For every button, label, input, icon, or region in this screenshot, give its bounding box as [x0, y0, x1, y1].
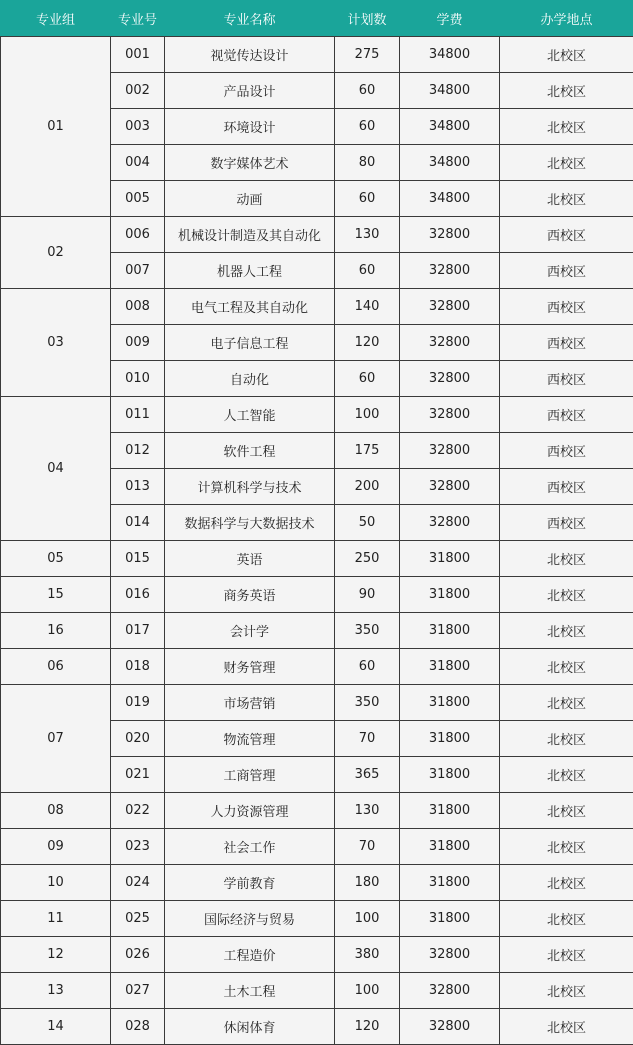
fee-cell: 34800 [400, 109, 500, 145]
plan-cell: 60 [335, 253, 400, 289]
plan-cell: 70 [335, 829, 400, 865]
fee-cell: 31800 [400, 721, 500, 757]
fee-cell: 32800 [400, 217, 500, 253]
campus-cell: 西校区 [500, 325, 633, 361]
fee-cell: 34800 [400, 145, 500, 181]
plan-cell: 380 [335, 937, 400, 973]
group-cell: 14 [1, 1009, 111, 1045]
name-cell: 市场营销 [165, 685, 335, 721]
code-cell: 008 [111, 289, 165, 325]
name-cell: 商务英语 [165, 577, 335, 613]
fee-cell: 31800 [400, 541, 500, 577]
fee-cell: 32800 [400, 325, 500, 361]
name-cell: 工商管理 [165, 757, 335, 793]
table-row [1, 37, 633, 73]
fee-cell: 34800 [400, 181, 500, 217]
code-cell: 014 [111, 505, 165, 541]
table-row [1, 541, 633, 577]
group-cell: 10 [1, 865, 111, 901]
name-cell: 数字媒体艺术 [165, 145, 335, 181]
campus-cell: 北校区 [500, 649, 633, 685]
fee-cell: 31800 [400, 577, 500, 613]
table-row [1, 973, 633, 1009]
code-cell: 007 [111, 253, 165, 289]
name-cell: 休闲体育 [165, 1009, 335, 1045]
code-cell: 025 [111, 901, 165, 937]
fee-cell: 31800 [400, 793, 500, 829]
table-row [1, 649, 633, 685]
code-cell: 023 [111, 829, 165, 865]
table-row [1, 397, 633, 433]
code-cell: 022 [111, 793, 165, 829]
name-cell: 机器人工程 [165, 253, 335, 289]
name-cell: 计算机科学与技术 [165, 469, 335, 505]
name-cell: 数据科学与大数据技术 [165, 505, 335, 541]
group-cell: 02 [1, 217, 111, 289]
fee-cell: 32800 [400, 1009, 500, 1045]
header-group: 专业组 [1, 1, 111, 37]
campus-cell: 西校区 [500, 397, 633, 433]
group-cell: 13 [1, 973, 111, 1009]
name-cell: 会计学 [165, 613, 335, 649]
code-cell: 011 [111, 397, 165, 433]
fee-cell: 34800 [400, 37, 500, 73]
name-cell: 物流管理 [165, 721, 335, 757]
group-cell: 08 [1, 793, 111, 829]
campus-cell: 西校区 [500, 217, 633, 253]
campus-cell: 北校区 [500, 721, 633, 757]
fee-cell: 32800 [400, 289, 500, 325]
name-cell: 机械设计制造及其自动化 [165, 217, 335, 253]
name-cell: 人工智能 [165, 397, 335, 433]
fee-cell: 32800 [400, 505, 500, 541]
name-cell: 视觉传达设计 [165, 37, 335, 73]
code-cell: 024 [111, 865, 165, 901]
fee-cell: 32800 [400, 469, 500, 505]
campus-cell: 北校区 [500, 181, 633, 217]
plan-cell: 60 [335, 109, 400, 145]
code-cell: 018 [111, 649, 165, 685]
fee-cell: 32800 [400, 433, 500, 469]
name-cell: 动画 [165, 181, 335, 217]
plan-cell: 70 [335, 721, 400, 757]
campus-cell: 西校区 [500, 289, 633, 325]
table-row [1, 865, 633, 901]
group-cell: 06 [1, 649, 111, 685]
header-campus: 办学地点 [500, 1, 633, 37]
campus-cell: 北校区 [500, 865, 633, 901]
table-row [1, 685, 633, 721]
table-row [1, 829, 633, 865]
header-code: 专业号 [111, 1, 165, 37]
group-cell: 12 [1, 937, 111, 973]
name-cell: 电子信息工程 [165, 325, 335, 361]
name-cell: 学前教育 [165, 865, 335, 901]
fee-cell: 32800 [400, 973, 500, 1009]
plan-cell: 200 [335, 469, 400, 505]
campus-cell: 西校区 [500, 433, 633, 469]
table-row [1, 793, 633, 829]
group-cell: 03 [1, 289, 111, 397]
fee-cell: 31800 [400, 757, 500, 793]
plan-cell: 250 [335, 541, 400, 577]
code-cell: 002 [111, 73, 165, 109]
code-cell: 028 [111, 1009, 165, 1045]
fee-cell: 32800 [400, 397, 500, 433]
header-plan: 计划数 [335, 1, 400, 37]
campus-cell: 北校区 [500, 613, 633, 649]
plan-cell: 120 [335, 1009, 400, 1045]
campus-cell: 西校区 [500, 505, 633, 541]
campus-cell: 北校区 [500, 541, 633, 577]
code-cell: 006 [111, 217, 165, 253]
code-cell: 010 [111, 361, 165, 397]
name-cell: 国际经济与贸易 [165, 901, 335, 937]
name-cell: 产品设计 [165, 73, 335, 109]
header-name: 专业名称 [165, 1, 335, 37]
campus-cell: 北校区 [500, 829, 633, 865]
plan-cell: 60 [335, 181, 400, 217]
plan-cell: 60 [335, 73, 400, 109]
plan-cell: 365 [335, 757, 400, 793]
group-cell: 04 [1, 397, 111, 541]
group-cell: 09 [1, 829, 111, 865]
group-cell: 16 [1, 613, 111, 649]
campus-cell: 西校区 [500, 253, 633, 289]
fee-cell: 32800 [400, 253, 500, 289]
name-cell: 电气工程及其自动化 [165, 289, 335, 325]
fee-cell: 31800 [400, 613, 500, 649]
group-cell: 01 [1, 37, 111, 217]
code-cell: 009 [111, 325, 165, 361]
code-cell: 001 [111, 37, 165, 73]
name-cell: 环境设计 [165, 109, 335, 145]
fee-cell: 32800 [400, 361, 500, 397]
plan-cell: 60 [335, 649, 400, 685]
campus-cell: 北校区 [500, 109, 633, 145]
plan-cell: 275 [335, 37, 400, 73]
name-cell: 软件工程 [165, 433, 335, 469]
table-row [1, 937, 633, 973]
plan-cell: 120 [335, 325, 400, 361]
plan-cell: 100 [335, 397, 400, 433]
plan-cell: 140 [335, 289, 400, 325]
table-header-row [1, 1, 633, 37]
plan-cell: 60 [335, 361, 400, 397]
campus-cell: 北校区 [500, 937, 633, 973]
code-cell: 005 [111, 181, 165, 217]
fee-cell: 34800 [400, 73, 500, 109]
plan-cell: 80 [335, 145, 400, 181]
plan-cell: 350 [335, 685, 400, 721]
table-body [1, 37, 633, 1045]
plan-cell: 350 [335, 613, 400, 649]
name-cell: 土木工程 [165, 973, 335, 1009]
plan-cell: 130 [335, 217, 400, 253]
code-cell: 003 [111, 109, 165, 145]
name-cell: 自动化 [165, 361, 335, 397]
code-cell: 021 [111, 757, 165, 793]
name-cell: 人力资源管理 [165, 793, 335, 829]
campus-cell: 北校区 [500, 577, 633, 613]
code-cell: 019 [111, 685, 165, 721]
code-cell: 015 [111, 541, 165, 577]
campus-cell: 西校区 [500, 469, 633, 505]
plan-cell: 175 [335, 433, 400, 469]
plan-cell: 130 [335, 793, 400, 829]
table-row [1, 289, 633, 325]
plan-cell: 180 [335, 865, 400, 901]
table-row [1, 613, 633, 649]
name-cell: 财务管理 [165, 649, 335, 685]
fee-cell: 31800 [400, 829, 500, 865]
fee-cell: 31800 [400, 649, 500, 685]
code-cell: 020 [111, 721, 165, 757]
group-cell: 11 [1, 901, 111, 937]
plan-cell: 90 [335, 577, 400, 613]
table-row [1, 577, 633, 613]
code-cell: 013 [111, 469, 165, 505]
fee-cell: 31800 [400, 865, 500, 901]
code-cell: 004 [111, 145, 165, 181]
campus-cell: 北校区 [500, 1009, 633, 1045]
campus-cell: 北校区 [500, 37, 633, 73]
code-cell: 017 [111, 613, 165, 649]
group-cell: 07 [1, 685, 111, 793]
table-row [1, 217, 633, 253]
table-row [1, 901, 633, 937]
header-fee: 学费 [400, 1, 500, 37]
campus-cell: 北校区 [500, 145, 633, 181]
name-cell: 工程造价 [165, 937, 335, 973]
table-row [1, 1009, 633, 1045]
plan-cell: 100 [335, 973, 400, 1009]
group-cell: 05 [1, 541, 111, 577]
campus-cell: 北校区 [500, 73, 633, 109]
plan-cell: 50 [335, 505, 400, 541]
campus-cell: 北校区 [500, 757, 633, 793]
name-cell: 社会工作 [165, 829, 335, 865]
group-cell: 15 [1, 577, 111, 613]
fee-cell: 32800 [400, 937, 500, 973]
campus-cell: 北校区 [500, 685, 633, 721]
campus-cell: 北校区 [500, 793, 633, 829]
code-cell: 012 [111, 433, 165, 469]
fee-cell: 31800 [400, 901, 500, 937]
plan-cell: 100 [335, 901, 400, 937]
fee-cell: 31800 [400, 685, 500, 721]
campus-cell: 西校区 [500, 361, 633, 397]
campus-cell: 北校区 [500, 973, 633, 1009]
code-cell: 016 [111, 577, 165, 613]
code-cell: 027 [111, 973, 165, 1009]
name-cell: 英语 [165, 541, 335, 577]
code-cell: 026 [111, 937, 165, 973]
campus-cell: 北校区 [500, 901, 633, 937]
